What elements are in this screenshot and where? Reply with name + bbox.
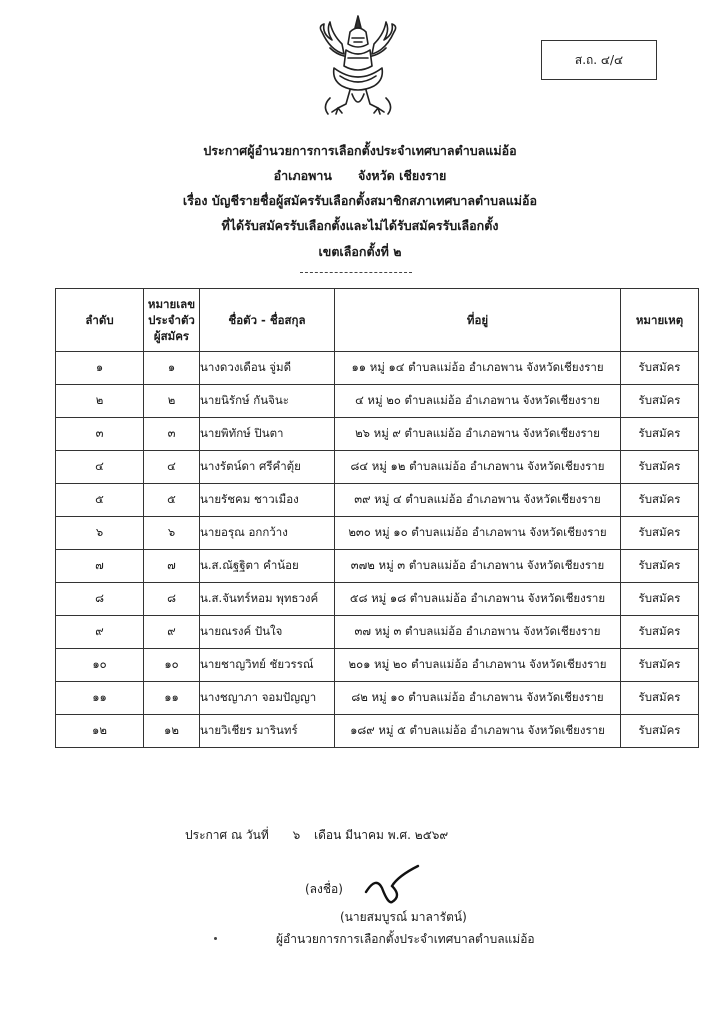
form-code: ส.ถ. ๔/๔ [574,52,624,67]
cell-address: ๘๔ หมู่ ๑๒ ตำบลแม่อ้อ อำเภอพาน จังหวัดเชียงราย [335,451,621,484]
cell-name: นายณรงค์ ปันใจ [200,616,335,649]
announcement-title: ประกาศผู้อำนวยการการเลือกตั้งประจำเทศบาลตำบลแม่อ้อ [203,143,517,158]
table-row [56,616,699,649]
cell-number: ๔ [144,451,200,484]
signer-title: ผู้อำนวยการการเลือกตั้งประจำเทศบาลตำบลแม่อ้อ [276,932,535,946]
cell-remark: รับสมัคร [621,682,699,715]
year-label: พ.ศ. [387,828,411,842]
announcement-date [185,826,448,845]
signer-name: (นายสมบูรณ์ มาลารัตน์) [340,910,467,924]
district: อำเภอพาน [273,168,332,183]
cell-name: นายวิเชียร มารินทร์ [200,715,335,748]
garuda-emblem-icon [312,10,404,126]
cell-order: ๖ [56,517,144,550]
table-row [56,352,699,385]
cell-address: ๓๗ หมู่ ๓ ตำบลแม่อ้อ อำเภอพาน จังหวัดเชียงราย [335,616,621,649]
table-row [56,649,699,682]
header-address: ที่อยู่ [335,289,621,352]
cell-order: ๒ [56,385,144,418]
cell-name: น.ส.ณัฐฐิตา คำน้อย [200,550,335,583]
header-name: ชื่อตัว - ชื่อสกุล [200,289,335,352]
subject-line-2: ที่ได้รับสมัครรับเลือกตั้งและไม่ได้รับสมัครรับเลือกตั้ง [221,218,499,233]
cell-order: ๘ [56,583,144,616]
cell-number: ๗ [144,550,200,583]
cell-name: นายพิทักษ์ ปินตา [200,418,335,451]
cell-name: นางรัตน์ดา ศรีคำตุ้ย [200,451,335,484]
cell-remark: รับสมัคร [621,649,699,682]
table-header-row [56,289,699,352]
cell-number: ๖ [144,517,200,550]
table-row [56,484,699,517]
cell-name: นางดวงเดือน จู่มดี [200,352,335,385]
cell-number: ๒ [144,385,200,418]
cell-number: ๑๐ [144,649,200,682]
cell-address: ๒๓๐ หมู่ ๑๐ ตำบลแม่อ้อ อำเภอพาน จังหวัดเชียงราย [335,517,621,550]
cell-name: นายนิรักษ์ กันจินะ [200,385,335,418]
cell-order: ๑๐ [56,649,144,682]
cell-order: ๗ [56,550,144,583]
header-order: ลำดับ [56,289,144,352]
cell-remark: รับสมัคร [621,583,699,616]
cell-order: ๑๑ [56,682,144,715]
cell-remark: รับสมัคร [621,418,699,451]
location-line [120,166,600,186]
cell-remark: รับสมัคร [621,484,699,517]
cell-address: ๔ หมู่ ๒๐ ตำบลแม่อ้อ อำเภอพาน จังหวัดเชียงราย [335,385,621,418]
cell-number: ๑๒ [144,715,200,748]
cell-number: ๑ [144,352,200,385]
cell-number: ๑๑ [144,682,200,715]
cell-order: ๑ [56,352,144,385]
subject-line: เรื่อง บัญชีรายชื่อผู้สมัครรับเลือกตั้งสมาชิกสภาเทศบาลตำบลแม่อ้อ [182,193,538,208]
date-day: ๖ [292,828,301,842]
header-number-line3: ผู้สมัคร [153,329,190,343]
cell-address: ๕๘ หมู่ ๑๘ ตำบลแม่อ้อ อำเภอพาน จังหวัดเชียงราย [335,583,621,616]
cell-name: นายรัชคม ชาวเมือง [200,484,335,517]
cell-remark: รับสมัคร [621,517,699,550]
province: จังหวัด เชียงราย [357,168,447,183]
cell-address: ๓๙ หมู่ ๔ ตำบลแม่อ้อ อำเภอพาน จังหวัดเชียงราย [335,484,621,517]
cell-remark: รับสมัคร [621,616,699,649]
cell-address: ๓๗๒ หมู่ ๓ ตำบลแม่อ้อ อำเภอพาน จังหวัดเชียงราย [335,550,621,583]
cell-remark: รับสมัคร [621,352,699,385]
cell-order: ๓ [56,418,144,451]
cell-order: ๑๒ [56,715,144,748]
signature-icon [362,862,422,910]
candidate-table [55,288,699,748]
table-row [56,517,699,550]
cell-remark: รับสมัคร [621,715,699,748]
announced-label: ประกาศ ณ วันที่ [185,828,269,842]
cell-remark: รับสมัคร [621,385,699,418]
cell-number: ๙ [144,616,200,649]
table-row [56,418,699,451]
table-row [56,715,699,748]
table-row [56,583,699,616]
table-row [56,550,699,583]
month-label: เดือน [314,828,342,842]
cell-name: น.ส.จันทร์หอม พุทธวงค์ [200,583,335,616]
cell-order: ๙ [56,616,144,649]
cell-order: ๕ [56,484,144,517]
electoral-zone: เขตเลือกตั้งที่ ๒ [318,244,402,259]
header-remark: หมายเหตุ [621,289,699,352]
scan-speck [214,937,217,940]
cell-order: ๔ [56,451,144,484]
cell-name: นายอรุณ อกกว้าง [200,517,335,550]
table-row [56,385,699,418]
signed-label: (ลงชื่อ) [305,882,343,896]
date-month: มีนาคม [345,828,384,842]
cell-address: ๑๑ หมู่ ๑๔ ตำบลแม่อ้อ อำเภอพาน จังหวัดเชียงราย [335,352,621,385]
header-number-line1: หมายเลข [147,297,196,311]
cell-address: ๒๖ หมู่ ๙ ตำบลแม่อ้อ อำเภอพาน จังหวัดเชียงราย [335,418,621,451]
header-number [144,289,200,352]
cell-remark: รับสมัคร [621,550,699,583]
cell-number: ๕ [144,484,200,517]
cell-remark: รับสมัคร [621,451,699,484]
form-code-box [541,40,657,80]
cell-number: ๘ [144,583,200,616]
cell-address: ๒๐๑ หมู่ ๒๐ ตำบลแม่อ้อ อำเภอพาน จังหวัดเชียงราย [335,649,621,682]
cell-name: นางชญาภา จอมปัญญา [200,682,335,715]
header-number-line2: ประจำตัว [148,313,195,327]
table-row [56,451,699,484]
divider [300,272,412,273]
cell-name: นายชาญวิทย์ ชัยวรรณ์ [200,649,335,682]
date-year: ๒๕๖๙ [414,828,449,842]
cell-address: ๑๘๙ หมู่ ๕ ตำบลแม่อ้อ อำเภอพาน จังหวัดเชียงราย [335,715,621,748]
cell-address: ๘๒ หมู่ ๑๐ ตำบลแม่อ้อ อำเภอพาน จังหวัดเชียงราย [335,682,621,715]
table-row [56,682,699,715]
cell-number: ๓ [144,418,200,451]
